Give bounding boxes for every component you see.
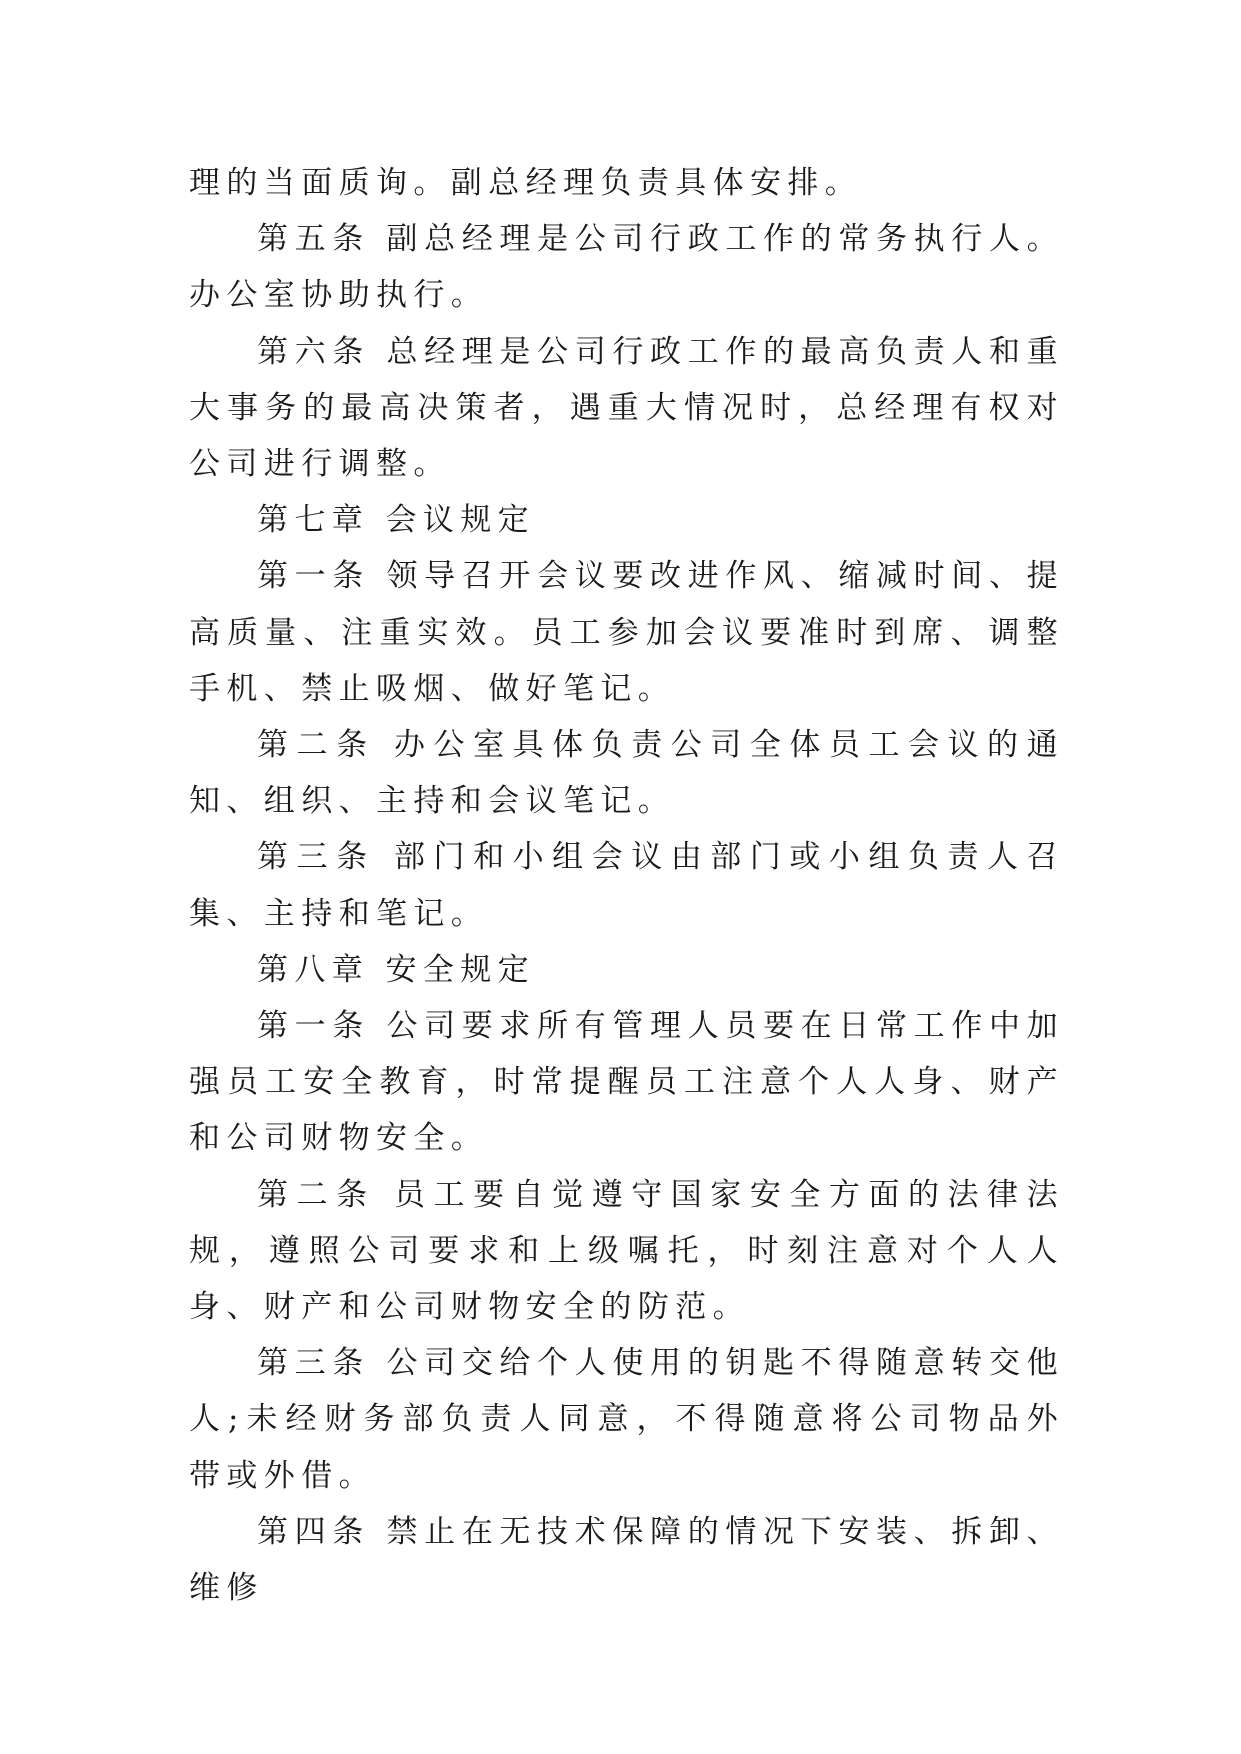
chapter-7-heading: 第七章 会议规定: [257, 502, 536, 539]
chapter-8-article-3: 第三条 公司交给个人使用的钥匙不得随意转交他人;未经财务部负责人同意，不得随意将公司物品外带或外借。: [189, 1345, 1064, 1494]
chapter-8-article-2: 第二条 员工要自觉遵守国家安全方面的法律法规，遵照公司要求和上级嘱托，时刻注意对个人人身、财产和公司财物安全的防范。: [189, 1176, 1064, 1326]
chapter-8-heading: 第八章 安全规定: [257, 951, 536, 988]
document-body: [189, 155, 1064, 1616]
chapter-7-article-2: 第二条 办公室具体负责公司全体员工会议的通知、组织、主持和会议笔记。: [189, 727, 1064, 820]
article-6: 第六条 总经理是公司行政工作的最高负责人和重大事务的最高决策者，遇重大情况时，总经理有权对公司进行调整。: [189, 333, 1064, 483]
chapter-7-article-1: 第一条 领导召开会议要改进作风、缩减时间、提高质量、注重实效。员工参加会议要准时到席、调整手机、禁止吸烟、做好笔记。: [189, 558, 1064, 707]
paragraph-continuation: 理的当面质询。副总经理负责具体安排。: [189, 165, 863, 201]
article-5: 第五条 副总经理是公司行政工作的常务执行人。办公室协助执行。: [189, 221, 1064, 314]
chapter-8-article-4: 第四条 禁止在无技术保障的情况下安装、拆卸、维修: [189, 1513, 1064, 1607]
chapter-7-article-3: 第三条 部门和小组会议由部门或小组负责人召集、主持和笔记。: [189, 839, 1064, 932]
chapter-8-article-1: 第一条 公司要求所有管理人员要在日常工作中加强员工安全教育，时常提醒员工注意个人人身、财产和公司财物安全。: [189, 1008, 1064, 1157]
